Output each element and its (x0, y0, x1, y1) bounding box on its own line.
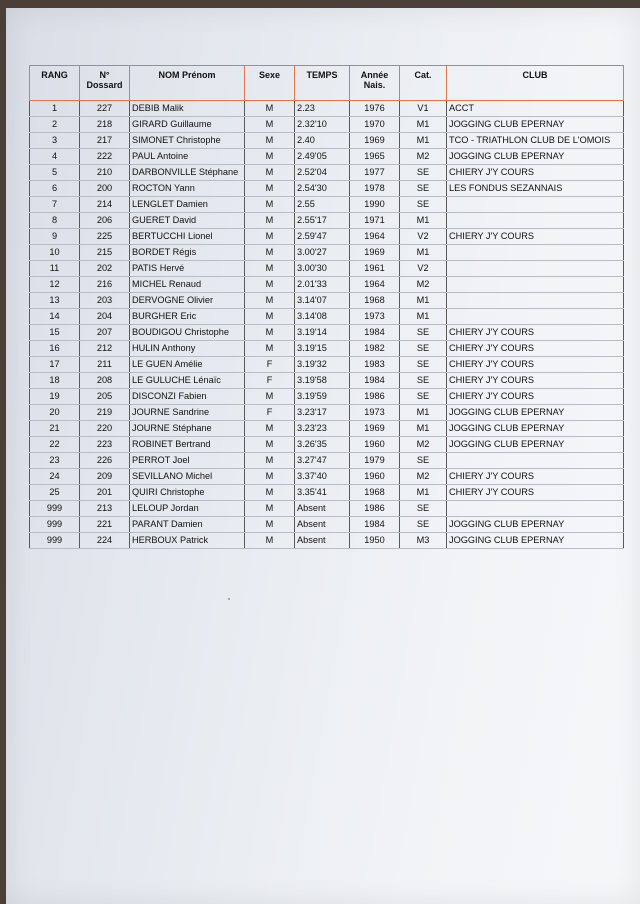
cell-sexe: F (245, 405, 295, 421)
table-row (30, 293, 624, 309)
cell-temps: 2.59'47 (295, 229, 350, 245)
cell-club: CHIERY J'Y COURS (447, 389, 624, 405)
header-sexe: Sexe (245, 66, 295, 101)
cell-rang: 25 (30, 485, 80, 501)
cell-annee: 1983 (350, 357, 400, 373)
cell-cat: M1 (400, 213, 447, 229)
cell-club: CHIERY J'Y COURS (447, 373, 624, 389)
cell-cat: M1 (400, 421, 447, 437)
cell-cat: V2 (400, 261, 447, 277)
cell-club (447, 309, 624, 325)
cell-dossard: 211 (80, 357, 130, 373)
cell-club (447, 213, 624, 229)
cell-nom: PAUL Antoine (130, 149, 245, 165)
cell-sexe: M (245, 517, 295, 533)
cell-rang: 24 (30, 469, 80, 485)
cell-dossard: 227 (80, 101, 130, 117)
cell-rang: 10 (30, 245, 80, 261)
table-row (30, 261, 624, 277)
cell-club (447, 197, 624, 213)
cell-cat: SE (400, 373, 447, 389)
cell-temps: 3.00'27 (295, 245, 350, 261)
cell-cat: SE (400, 517, 447, 533)
cell-cat: SE (400, 341, 447, 357)
cell-sexe: M (245, 245, 295, 261)
cell-sexe: M (245, 181, 295, 197)
cell-cat: M1 (400, 117, 447, 133)
cell-cat: M1 (400, 485, 447, 501)
cell-rang: 4 (30, 149, 80, 165)
cell-dossard: 217 (80, 133, 130, 149)
cell-temps: 3.14'08 (295, 309, 350, 325)
cell-club: CHIERY J'Y COURS (447, 341, 624, 357)
cell-cat: SE (400, 181, 447, 197)
cell-dossard: 216 (80, 277, 130, 293)
header-dossard: N° Dossard (80, 66, 130, 101)
cell-nom: DISCONZI Fabien (130, 389, 245, 405)
cell-temps: 2.55'17 (295, 213, 350, 229)
cell-temps: 3.37'40 (295, 469, 350, 485)
cell-rang: 8 (30, 213, 80, 229)
cell-nom: GIRARD Guillaume (130, 117, 245, 133)
table-row (30, 421, 624, 437)
cell-rang: 12 (30, 277, 80, 293)
cell-annee: 1986 (350, 501, 400, 517)
paper-speck (228, 598, 230, 600)
cell-nom: HULIN Anthony (130, 341, 245, 357)
cell-nom: PERROT Joel (130, 453, 245, 469)
cell-sexe: M (245, 485, 295, 501)
cell-club: JOGGING CLUB EPERNAY (447, 421, 624, 437)
cell-annee: 1984 (350, 517, 400, 533)
cell-temps: 3.19'14 (295, 325, 350, 341)
cell-sexe: M (245, 437, 295, 453)
cell-nom: DERVOGNE Olivier (130, 293, 245, 309)
table-row (30, 437, 624, 453)
cell-temps: 3.00'30 (295, 261, 350, 277)
cell-cat: M2 (400, 469, 447, 485)
cell-nom: SIMONET Christophe (130, 133, 245, 149)
table-row (30, 101, 624, 117)
cell-temps: 3.23'17 (295, 405, 350, 421)
table-row (30, 181, 624, 197)
cell-dossard: 207 (80, 325, 130, 341)
cell-dossard: 226 (80, 453, 130, 469)
cell-annee: 1969 (350, 421, 400, 437)
cell-sexe: F (245, 357, 295, 373)
cell-dossard: 210 (80, 165, 130, 181)
table-row (30, 245, 624, 261)
cell-rang: 13 (30, 293, 80, 309)
cell-rang: 19 (30, 389, 80, 405)
cell-rang: 17 (30, 357, 80, 373)
table-row (30, 469, 624, 485)
cell-annee: 1990 (350, 197, 400, 213)
cell-sexe: M (245, 341, 295, 357)
cell-dossard: 209 (80, 469, 130, 485)
table-row (30, 389, 624, 405)
header-temps: TEMPS (295, 66, 350, 101)
table-row (30, 373, 624, 389)
cell-temps: 3.27'47 (295, 453, 350, 469)
cell-cat: M2 (400, 437, 447, 453)
cell-cat: V2 (400, 229, 447, 245)
cell-sexe: M (245, 533, 295, 549)
cell-nom: ROCTON Yann (130, 181, 245, 197)
cell-nom: PARANT Damien (130, 517, 245, 533)
cell-club (447, 453, 624, 469)
cell-annee: 1978 (350, 181, 400, 197)
cell-dossard: 208 (80, 373, 130, 389)
cell-club: JOGGING CLUB EPERNAY (447, 437, 624, 453)
cell-sexe: M (245, 325, 295, 341)
cell-temps: 2.01'33 (295, 277, 350, 293)
cell-cat: M1 (400, 133, 447, 149)
table-row (30, 405, 624, 421)
cell-club: CHIERY J'Y COURS (447, 357, 624, 373)
header-annee: Année Nais. (350, 66, 400, 101)
cell-nom: ROBINET Bertrand (130, 437, 245, 453)
cell-annee: 1970 (350, 117, 400, 133)
cell-dossard: 214 (80, 197, 130, 213)
cell-nom: DEBIB Malik (130, 101, 245, 117)
cell-club: JOGGING CLUB EPERNAY (447, 533, 624, 549)
cell-cat: V1 (400, 101, 447, 117)
cell-rang: 6 (30, 181, 80, 197)
cell-nom: QUIRI Christophe (130, 485, 245, 501)
cell-temps: 3.19'58 (295, 373, 350, 389)
cell-cat: M1 (400, 245, 447, 261)
cell-dossard: 203 (80, 293, 130, 309)
header-cat: Cat. (400, 66, 447, 101)
cell-rang: 20 (30, 405, 80, 421)
cell-sexe: M (245, 469, 295, 485)
cell-annee: 1986 (350, 389, 400, 405)
cell-club (447, 261, 624, 277)
cell-annee: 1984 (350, 325, 400, 341)
cell-club: JOGGING CLUB EPERNAY (447, 517, 624, 533)
cell-cat: M1 (400, 309, 447, 325)
cell-rang: 11 (30, 261, 80, 277)
table-row (30, 197, 624, 213)
cell-rang: 18 (30, 373, 80, 389)
header-rang: RANG (30, 66, 80, 101)
cell-sexe: M (245, 101, 295, 117)
cell-annee: 1973 (350, 309, 400, 325)
cell-sexe: M (245, 389, 295, 405)
cell-nom: PATIS Hervé (130, 261, 245, 277)
cell-nom: LE GUEN Amélie (130, 357, 245, 373)
cell-club: CHIERY J'Y COURS (447, 165, 624, 181)
cell-nom: MICHEL Renaud (130, 277, 245, 293)
cell-cat: M2 (400, 149, 447, 165)
cell-rang: 999 (30, 533, 80, 549)
cell-club: CHIERY J'Y COURS (447, 325, 624, 341)
cell-cat: SE (400, 325, 447, 341)
cell-dossard: 219 (80, 405, 130, 421)
cell-temps: 2.54'30 (295, 181, 350, 197)
cell-rang: 5 (30, 165, 80, 181)
cell-annee: 1976 (350, 101, 400, 117)
cell-nom: HERBOUX Patrick (130, 533, 245, 549)
cell-rang: 3 (30, 133, 80, 149)
cell-annee: 1969 (350, 245, 400, 261)
cell-dossard: 225 (80, 229, 130, 245)
cell-annee: 1977 (350, 165, 400, 181)
cell-annee: 1982 (350, 341, 400, 357)
cell-sexe: M (245, 421, 295, 437)
cell-temps: 3.23'23 (295, 421, 350, 437)
table-row (30, 357, 624, 373)
cell-annee: 1964 (350, 229, 400, 245)
cell-sexe: M (245, 165, 295, 181)
cell-rang: 22 (30, 437, 80, 453)
cell-annee: 1984 (350, 373, 400, 389)
cell-club: LES FONDUS SEZANNAIS (447, 181, 624, 197)
cell-dossard: 220 (80, 421, 130, 437)
cell-club: JOGGING CLUB EPERNAY (447, 405, 624, 421)
header-club: CLUB (447, 66, 624, 101)
table-row (30, 117, 624, 133)
cell-temps: 2.52'04 (295, 165, 350, 181)
cell-sexe: M (245, 133, 295, 149)
cell-club: JOGGING CLUB EPERNAY (447, 149, 624, 165)
cell-rang: 2 (30, 117, 80, 133)
cell-annee: 1968 (350, 485, 400, 501)
cell-club: CHIERY J'Y COURS (447, 485, 624, 501)
cell-temps: 2.40 (295, 133, 350, 149)
cell-sexe: M (245, 293, 295, 309)
table-row (30, 229, 624, 245)
results-table-container (29, 65, 623, 549)
cell-temps: 2.49'05 (295, 149, 350, 165)
cell-annee: 1969 (350, 133, 400, 149)
cell-sexe: M (245, 197, 295, 213)
cell-dossard: 201 (80, 485, 130, 501)
cell-annee: 1950 (350, 533, 400, 549)
cell-nom: SEVILLANO Michel (130, 469, 245, 485)
cell-temps: 3.35'41 (295, 485, 350, 501)
table-row (30, 213, 624, 229)
table-row (30, 277, 624, 293)
cell-club: CHIERY J'Y COURS (447, 229, 624, 245)
cell-club (447, 245, 624, 261)
cell-cat: M3 (400, 533, 447, 549)
cell-nom: LE GULUCHE Lénaïc (130, 373, 245, 389)
header-nom: NOM Prénom (130, 66, 245, 101)
cell-sexe: M (245, 261, 295, 277)
cell-club (447, 501, 624, 517)
cell-rang: 14 (30, 309, 80, 325)
cell-dossard: 200 (80, 181, 130, 197)
cell-sexe: M (245, 149, 295, 165)
cell-temps: 3.26'35 (295, 437, 350, 453)
cell-rang: 15 (30, 325, 80, 341)
paper-sheet (6, 8, 640, 904)
cell-nom: JOURNE Stéphane (130, 421, 245, 437)
cell-nom: BORDET Régis (130, 245, 245, 261)
table-row (30, 309, 624, 325)
cell-temps: 2.55 (295, 197, 350, 213)
cell-dossard: 215 (80, 245, 130, 261)
cell-temps: Absent (295, 517, 350, 533)
table-row (30, 133, 624, 149)
cell-temps: 2.32'10 (295, 117, 350, 133)
cell-dossard: 223 (80, 437, 130, 453)
table-row (30, 501, 624, 517)
cell-temps: 3.19'32 (295, 357, 350, 373)
cell-annee: 1964 (350, 277, 400, 293)
cell-nom: BOUDIGOU Christophe (130, 325, 245, 341)
cell-cat: M2 (400, 277, 447, 293)
results-body (30, 101, 624, 549)
header-row (30, 66, 624, 101)
cell-dossard: 206 (80, 213, 130, 229)
cell-annee: 1971 (350, 213, 400, 229)
cell-nom: BERTUCCHI Lionel (130, 229, 245, 245)
cell-sexe: F (245, 373, 295, 389)
cell-nom: JOURNE Sandrine (130, 405, 245, 421)
cell-club: JOGGING CLUB EPERNAY (447, 117, 624, 133)
cell-temps: Absent (295, 501, 350, 517)
cell-cat: SE (400, 197, 447, 213)
cell-cat: M1 (400, 405, 447, 421)
cell-sexe: M (245, 309, 295, 325)
cell-dossard: 213 (80, 501, 130, 517)
table-row (30, 485, 624, 501)
table-row (30, 453, 624, 469)
cell-club: CHIERY J'Y COURS (447, 469, 624, 485)
cell-annee: 1960 (350, 437, 400, 453)
cell-nom: LENGLET Damien (130, 197, 245, 213)
table-row (30, 533, 624, 549)
cell-rang: 9 (30, 229, 80, 245)
cell-rang: 21 (30, 421, 80, 437)
cell-sexe: M (245, 213, 295, 229)
cell-rang: 7 (30, 197, 80, 213)
cell-sexe: M (245, 501, 295, 517)
cell-rang: 999 (30, 501, 80, 517)
cell-nom: LELOUP Jordan (130, 501, 245, 517)
cell-club (447, 277, 624, 293)
table-row (30, 325, 624, 341)
table-row (30, 165, 624, 181)
cell-dossard: 204 (80, 309, 130, 325)
cell-dossard: 205 (80, 389, 130, 405)
cell-club (447, 293, 624, 309)
cell-sexe: M (245, 229, 295, 245)
cell-dossard: 222 (80, 149, 130, 165)
cell-rang: 16 (30, 341, 80, 357)
cell-annee: 1968 (350, 293, 400, 309)
cell-dossard: 224 (80, 533, 130, 549)
table-row (30, 517, 624, 533)
cell-dossard: 212 (80, 341, 130, 357)
cell-rang: 999 (30, 517, 80, 533)
cell-dossard: 221 (80, 517, 130, 533)
cell-cat: SE (400, 165, 447, 181)
cell-rang: 23 (30, 453, 80, 469)
table-row (30, 341, 624, 357)
cell-nom: BURGHER Eric (130, 309, 245, 325)
cell-cat: SE (400, 453, 447, 469)
cell-sexe: M (245, 453, 295, 469)
cell-sexe: M (245, 277, 295, 293)
cell-annee: 1979 (350, 453, 400, 469)
cell-club: ACCT (447, 101, 624, 117)
cell-annee: 1965 (350, 149, 400, 165)
table-row (30, 149, 624, 165)
cell-annee: 1960 (350, 469, 400, 485)
cell-annee: 1961 (350, 261, 400, 277)
cell-annee: 1973 (350, 405, 400, 421)
cell-temps: Absent (295, 533, 350, 549)
cell-nom: DARBONVILLE Stéphane (130, 165, 245, 181)
cell-dossard: 202 (80, 261, 130, 277)
cell-temps: 3.19'59 (295, 389, 350, 405)
results-table (29, 65, 624, 549)
cell-cat: SE (400, 501, 447, 517)
cell-dossard: 218 (80, 117, 130, 133)
cell-cat: SE (400, 389, 447, 405)
cell-cat: SE (400, 357, 447, 373)
cell-sexe: M (245, 117, 295, 133)
cell-temps: 3.19'15 (295, 341, 350, 357)
cell-nom: GUERET David (130, 213, 245, 229)
cell-rang: 1 (30, 101, 80, 117)
cell-temps: 2.23 (295, 101, 350, 117)
cell-cat: M1 (400, 293, 447, 309)
cell-temps: 3.14'07 (295, 293, 350, 309)
cell-club: TCO - TRIATHLON CLUB DE L'OMOIS (447, 133, 624, 149)
